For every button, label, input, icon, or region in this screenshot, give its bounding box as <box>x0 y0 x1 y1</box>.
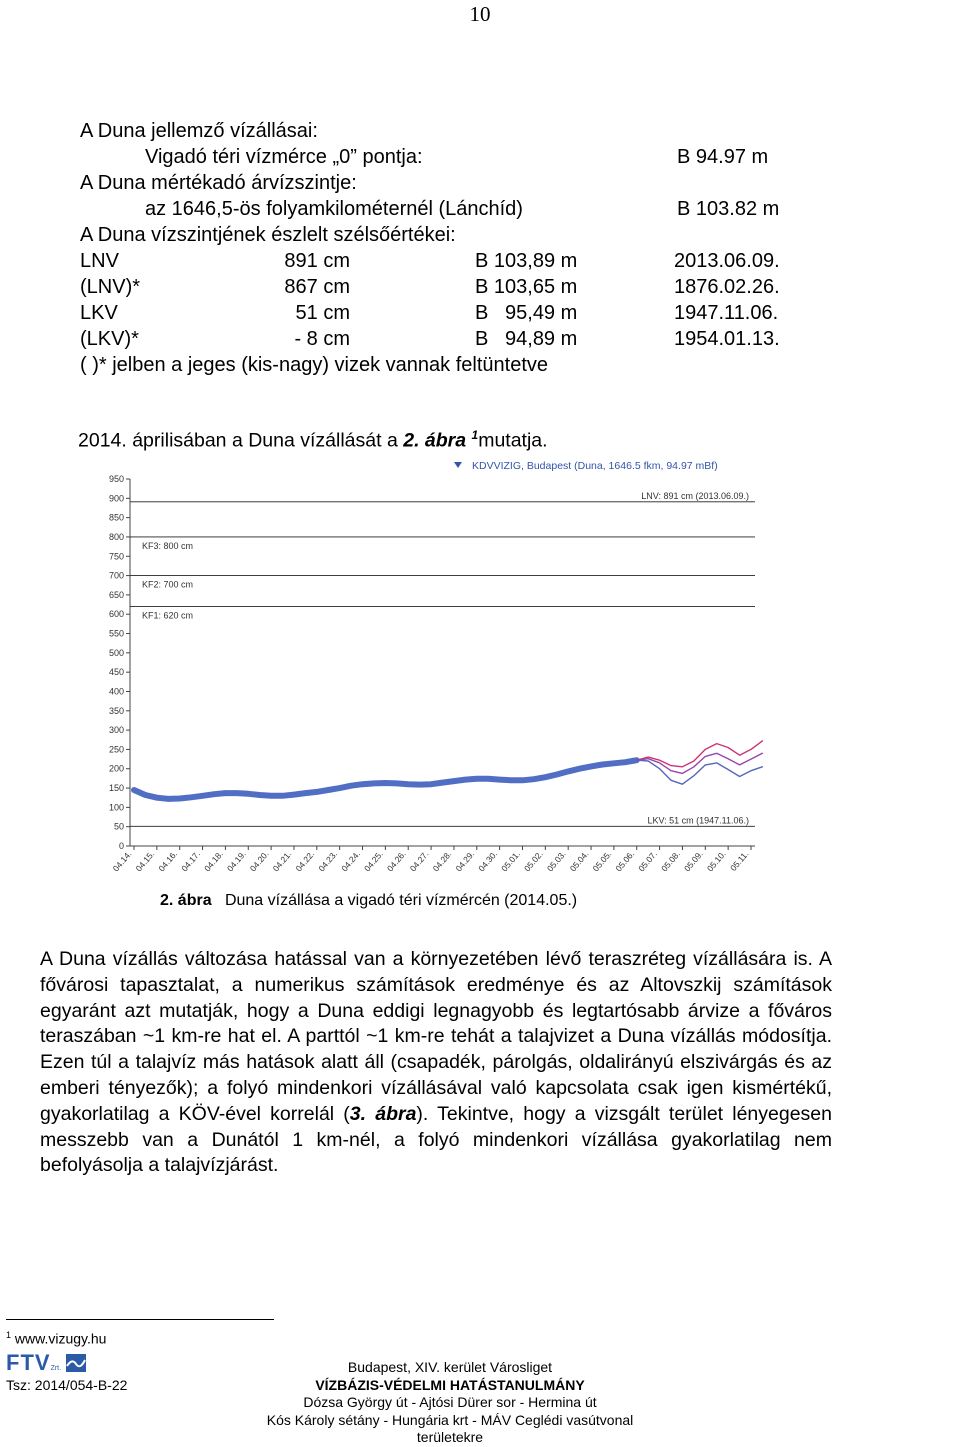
x-tick-label: 04.22. <box>293 848 317 874</box>
reference-line-label: KF2: 700 cm <box>142 579 194 590</box>
footnote <box>6 1330 106 1347</box>
extreme-row-cm: 51 cm <box>295 302 350 324</box>
x-tick-label: 04.23. <box>316 848 340 874</box>
extreme-row-name: (LKV)* <box>80 328 139 350</box>
extreme-row-abs: B 94,89 m <box>475 328 578 350</box>
y-tick-label: 400 <box>108 686 124 697</box>
x-tick-label: 04.16. <box>156 848 180 874</box>
reference-line-label: KF3: 800 cm <box>142 540 194 551</box>
reference-line-label: LNV: 891 cm (2013.06.09.) <box>641 490 749 501</box>
body-paragraph <box>40 947 832 1179</box>
design-flood-heading: A Duna mértékadó árvízszintje: <box>80 172 357 194</box>
y-tick-label: 300 <box>108 725 124 736</box>
x-tick-label: 05.01. <box>499 848 523 874</box>
x-tick-label: 04.29. <box>453 848 477 874</box>
caption-text: Duna vízállása a vigadó téri vízmércén (2014.05.) <box>224 892 578 909</box>
footnote-url[interactable]: www.vizugy.hu <box>14 1330 107 1347</box>
company-logo <box>6 1350 86 1376</box>
gauge-zero-label: Vigadó téri vízmérce „0” pontja: <box>145 146 423 168</box>
extreme-row-name: LNV <box>80 250 119 272</box>
x-tick-label: 05.03. <box>544 848 568 874</box>
water-levels-heading: A Duna jellemző vízállásai: <box>80 120 318 142</box>
fig3-word: ábra <box>375 1102 417 1125</box>
y-tick-label: 0 <box>118 841 124 851</box>
x-tick-label: 04.26. <box>384 848 408 874</box>
intro-fig-ref: 2. ábra <box>403 429 467 452</box>
forecast-series-line <box>637 760 763 784</box>
x-tick-label: 05.10. <box>704 848 728 874</box>
logo-small: Zrt. <box>50 1365 62 1372</box>
y-tick-label: 750 <box>108 551 124 562</box>
footer-line1: Budapest, XIV. kerület Városliget <box>347 1359 553 1375</box>
reference-line-label: LKV: 51 cm (1947.11.06.) <box>647 815 749 826</box>
x-tick-label: 04.17. <box>179 848 203 874</box>
x-tick-label: 04.24. <box>339 848 363 874</box>
logo-text: FTV <box>6 1350 51 1375</box>
y-tick-label: 850 <box>108 512 124 523</box>
reference-line-label: KF1: 620 cm <box>142 610 194 621</box>
footer-line2: VÍZBÁZIS-VÉDELMI HATÁSTANULMÁNY <box>315 1376 585 1393</box>
extreme-row-date: 1954.01.13. <box>674 328 780 350</box>
y-tick-label: 200 <box>108 763 124 774</box>
extreme-row-cm: 891 cm <box>284 250 350 272</box>
footer-line4: Kós Károly sétány - Hungária krt - MÁV Ceglédi vasútvonal <box>266 1411 634 1428</box>
y-tick-label: 100 <box>108 802 124 813</box>
y-tick-label: 700 <box>108 570 124 581</box>
gauge-zero-value: B 94.97 m <box>677 146 769 168</box>
footer-line3: Dózsa György út - Ajtósi Dürer sor - Hermina út <box>303 1394 597 1410</box>
chart-svg <box>90 455 780 885</box>
x-tick-label: 04.20. <box>247 848 271 874</box>
y-tick-label: 650 <box>108 589 124 600</box>
y-tick-label: 950 <box>108 474 124 484</box>
extremes-heading: A Duna vízszintjének észlelt szélsőértékei: <box>80 224 456 246</box>
x-tick-label: 04.30. <box>476 848 500 874</box>
extreme-row-name: LKV <box>80 302 118 324</box>
document-number: Tsz: 2014/054-B-22 <box>6 1377 128 1393</box>
intro-prefix: 2014. áprilisában a Duna vízállását a <box>78 429 404 452</box>
x-tick-label: 05.05. <box>590 848 614 874</box>
x-tick-label: 04.21. <box>270 848 294 874</box>
extreme-row-date: 2013.06.09. <box>674 250 780 272</box>
y-tick-label: 800 <box>108 531 124 542</box>
extreme-row-date: 1947.11.06. <box>674 302 779 324</box>
y-tick-label: 450 <box>108 667 124 678</box>
footer-line5: területekre <box>416 1429 484 1445</box>
x-tick-label: 04.18. <box>202 848 225 874</box>
x-tick-label: 05.06. <box>613 848 637 874</box>
logo-wave-icon <box>66 1354 86 1372</box>
design-flood-value: B 103.82 m <box>677 198 780 220</box>
extreme-row-cm: - 8 cm <box>294 328 350 350</box>
footnote-marker: 1 <box>471 428 479 442</box>
extreme-row-cm: 867 cm <box>284 276 350 298</box>
chart-title: KDVVIZIG, Budapest (Duna, 1646.5 fkm, 94.97 mBf) <box>472 460 718 472</box>
y-tick-label: 250 <box>108 744 124 755</box>
figure-intro <box>78 428 548 453</box>
page-number: 10 <box>469 2 491 26</box>
x-tick-label: 04.28. <box>430 848 454 874</box>
fig3-number: 3. <box>349 1102 367 1125</box>
intro-suffix: mutatja. <box>478 429 548 452</box>
water-level-chart <box>90 455 780 885</box>
x-tick-label: 05.11. <box>728 848 751 873</box>
x-tick-label: 05.02. <box>522 848 545 874</box>
extreme-row-abs: B 103,89 m <box>475 250 578 272</box>
x-tick-label: 05.04. <box>567 848 591 874</box>
paragraph-part2: ). Tekintve, hogy a vizsgált terület lényegesen messzebb van a Dunától 1 km-nél, a folyó mindenkori vízállása gyakorlatilag nem befolyásolja a talajvízjárást. <box>40 1102 833 1177</box>
extreme-row-abs: B 103,65 m <box>475 276 578 298</box>
y-tick-label: 150 <box>108 783 124 794</box>
y-tick-label: 350 <box>108 705 124 716</box>
chart-title-icon <box>454 462 462 468</box>
x-tick-label: 05.08. <box>659 848 682 874</box>
figure-caption <box>160 892 577 910</box>
footer-center <box>200 1359 700 1447</box>
extreme-row-abs: B 95,49 m <box>475 302 578 324</box>
footnote-separator <box>6 1319 274 1320</box>
y-tick-label: 600 <box>108 609 124 620</box>
x-tick-label: 05.09. <box>681 848 705 874</box>
footnote-number: 1 <box>6 1330 12 1340</box>
x-tick-label: 05.07. <box>636 848 660 874</box>
extreme-row-date: 1876.02.26. <box>674 276 780 298</box>
ice-note: ( )* jelben a jeges (kis-nagy) vizek vannak feltüntetve <box>80 354 549 376</box>
y-tick-label: 550 <box>108 628 124 639</box>
design-flood-label: az 1646,5-ös folyamkilométernél (Lánchíd) <box>145 198 523 220</box>
observed-series-line <box>134 760 637 799</box>
y-tick-label: 900 <box>108 493 124 504</box>
x-tick-label: 04.15. <box>133 848 157 874</box>
x-tick-label: 04.25. <box>362 848 385 874</box>
y-tick-label: 50 <box>113 821 124 832</box>
x-tick-label: 04.19. <box>224 848 248 874</box>
caption-label: 2. ábra <box>160 892 212 909</box>
y-tick-label: 500 <box>108 647 124 658</box>
extreme-row-name: (LNV)* <box>80 276 141 298</box>
x-tick-label: 04.14. <box>110 848 134 874</box>
paragraph-part1: A Duna vízállás változása hatással van a környezetében lévő teraszréteg vízállására is. A fővárosi tapasztalat, a numerikus számítások eredménye és az Altovszkij számítások egyaránt azt mutatják, hogy a Duna eddigi legnagyobb és legtartósabb árvize a főváros teraszában ~1 km-re hat el. A parttól ~1 km-re tehát a talajvizet a Duna vízállás módosítja. Ezen túl a talajvíz más hatások alatt áll (csapadék, párolgás, oldalirányú elszivárgás és az emberi tényezők); a folyó mindenkori vízállásával való kapcsolata csak igen kismértékű, gyakorlatilag a KÖV-ével korrelál ( <box>40 948 832 1125</box>
x-tick-label: 04.27. <box>407 848 431 874</box>
